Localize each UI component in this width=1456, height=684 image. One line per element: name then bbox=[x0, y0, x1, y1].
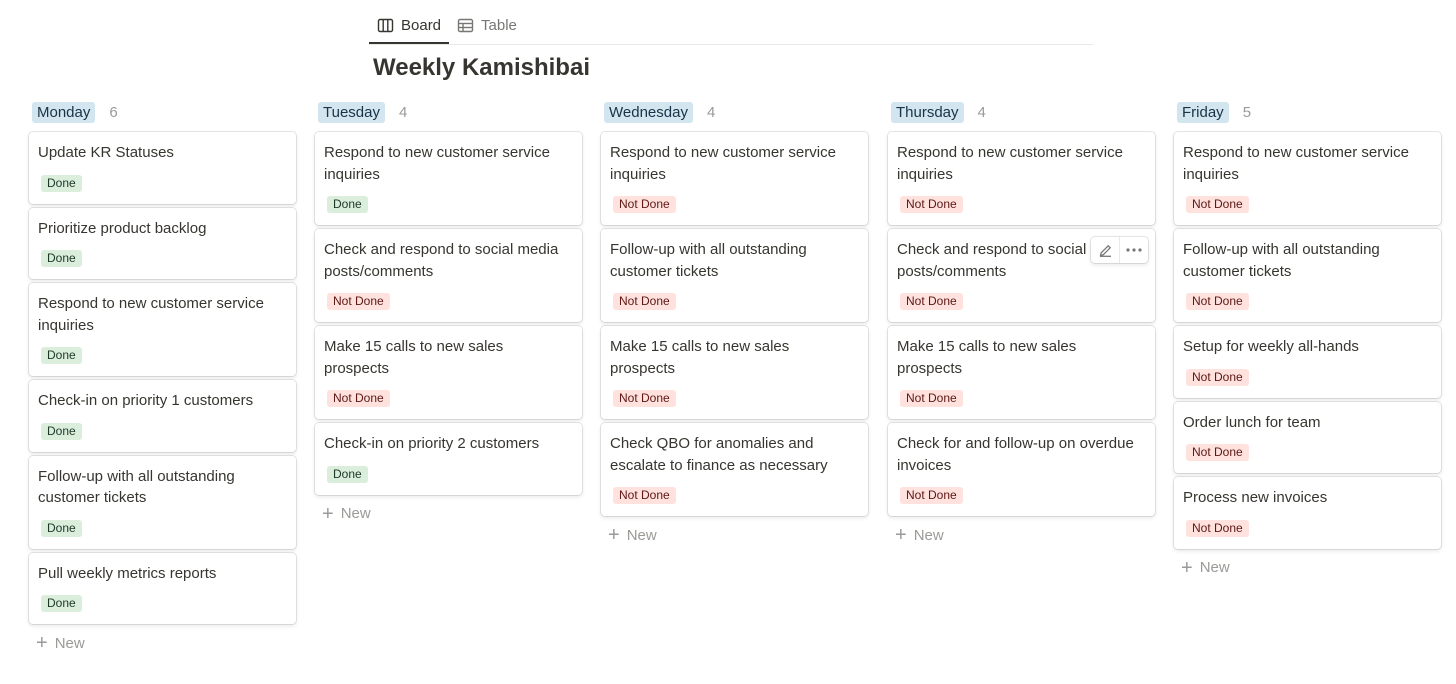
column-title[interactable]: Monday bbox=[32, 102, 95, 123]
status-badge: Not Done bbox=[1186, 520, 1249, 537]
card-title: Check-in on priority 2 customers bbox=[324, 435, 540, 452]
card-title: Check and respond to social posts/comments bbox=[897, 241, 1087, 280]
card-title: Follow-up with all outstanding customer tickets bbox=[610, 241, 807, 280]
card-title: Process new invoices bbox=[1183, 489, 1328, 506]
column-header bbox=[315, 100, 582, 124]
card-title: Make 15 calls to new sales prospects bbox=[610, 338, 790, 377]
tab-board-label: Board bbox=[401, 16, 442, 34]
task-card[interactable] bbox=[888, 326, 1155, 419]
status-badge: Not Done bbox=[900, 196, 963, 213]
column-wednesday bbox=[601, 100, 868, 550]
status-badge: Not Done bbox=[1186, 196, 1249, 213]
status-badge: Done bbox=[41, 175, 82, 192]
new-card-label: New bbox=[626, 526, 657, 544]
column-friday bbox=[1174, 100, 1441, 583]
status-badge: Not Done bbox=[900, 293, 963, 310]
card-title: Respond to new customer service inquiries bbox=[897, 144, 1123, 183]
status-badge: Not Done bbox=[900, 487, 963, 504]
new-card-label: New bbox=[54, 634, 85, 652]
new-card-label: New bbox=[1199, 559, 1230, 576]
new-card-button[interactable] bbox=[601, 520, 868, 550]
status-badge: Not Done bbox=[613, 293, 676, 310]
status-badge: Not Done bbox=[1186, 293, 1249, 310]
column-title[interactable]: Tuesday bbox=[318, 102, 385, 123]
card-title: Respond to new customer service inquiries bbox=[324, 144, 550, 183]
plus-icon: + bbox=[608, 524, 620, 546]
status-badge: Done bbox=[327, 466, 368, 483]
card-title: Make 15 calls to new sales prospects bbox=[324, 338, 504, 377]
task-card[interactable] bbox=[29, 380, 296, 452]
status-badge: Not Done bbox=[613, 487, 676, 504]
task-card[interactable] bbox=[1174, 229, 1441, 322]
card-title: Make 15 calls to new sales prospects bbox=[897, 338, 1077, 377]
column-header bbox=[888, 100, 1155, 124]
status-badge: Not Done bbox=[1186, 444, 1249, 461]
task-card[interactable] bbox=[29, 553, 296, 625]
column-header bbox=[601, 100, 868, 124]
task-card[interactable] bbox=[601, 423, 868, 516]
card-title: Pull weekly metrics reports bbox=[38, 564, 217, 582]
task-card[interactable] bbox=[888, 132, 1155, 225]
task-card[interactable] bbox=[29, 132, 296, 204]
task-card[interactable] bbox=[315, 326, 582, 419]
column-count: 6 bbox=[109, 103, 118, 121]
card-title: Follow-up with all outstanding customer tickets bbox=[38, 467, 235, 506]
tab-table[interactable] bbox=[449, 8, 525, 43]
plus-icon: + bbox=[895, 524, 907, 546]
task-card[interactable] bbox=[1174, 132, 1441, 225]
tab-board[interactable] bbox=[369, 8, 449, 44]
task-card[interactable] bbox=[315, 132, 582, 225]
status-badge: Done bbox=[41, 520, 82, 537]
task-card[interactable] bbox=[1174, 326, 1441, 398]
card-title: Order lunch for team bbox=[1183, 413, 1321, 431]
new-card-button[interactable] bbox=[888, 520, 1155, 550]
new-card-label: New bbox=[913, 526, 944, 544]
card-title: Check for and follow-up on overdue invoices bbox=[897, 435, 1134, 474]
card-title: Check-in on priority 1 customers bbox=[38, 392, 254, 409]
table-icon bbox=[457, 17, 474, 34]
column-count: 5 bbox=[1242, 103, 1252, 121]
card-title: Respond to new customer service inquiries bbox=[1183, 144, 1409, 183]
task-card[interactable] bbox=[315, 229, 582, 322]
new-card-button[interactable] bbox=[315, 499, 582, 529]
new-card-label: New bbox=[340, 505, 371, 522]
column-header bbox=[29, 100, 296, 124]
task-card[interactable] bbox=[601, 326, 868, 419]
task-card[interactable] bbox=[315, 423, 582, 495]
plus-icon: + bbox=[322, 502, 334, 525]
task-card[interactable] bbox=[888, 423, 1155, 516]
column-monday bbox=[29, 100, 296, 658]
card-title: Check QBO for anomalies and escalate to finance as necessary bbox=[610, 435, 828, 474]
new-card-button[interactable] bbox=[1174, 553, 1441, 583]
task-card[interactable] bbox=[29, 283, 296, 376]
card-title: Update KR Statuses bbox=[38, 144, 174, 161]
column-title[interactable]: Wednesday bbox=[604, 102, 693, 123]
view-tabs bbox=[369, 8, 1093, 45]
column-tuesday bbox=[315, 100, 582, 529]
task-card[interactable] bbox=[1174, 402, 1441, 474]
new-card-button[interactable] bbox=[29, 628, 296, 658]
task-card[interactable] bbox=[29, 208, 296, 280]
status-badge: Done bbox=[327, 196, 368, 213]
card-title: Follow-up with all outstanding customer tickets bbox=[1183, 241, 1380, 280]
status-badge: Not Done bbox=[327, 390, 390, 407]
status-badge: Not Done bbox=[1186, 369, 1249, 386]
card-title: Prioritize product backlog bbox=[38, 219, 207, 237]
column-count: 4 bbox=[977, 103, 986, 121]
task-card[interactable] bbox=[1174, 477, 1441, 549]
tab-table-label: Table bbox=[481, 17, 517, 34]
task-card[interactable] bbox=[29, 456, 296, 549]
plus-icon: + bbox=[36, 632, 48, 654]
plus-icon: + bbox=[1181, 556, 1193, 579]
column-count: 4 bbox=[706, 103, 716, 121]
card-hover-actions bbox=[1091, 237, 1148, 263]
more-options-icon[interactable] bbox=[1119, 237, 1148, 263]
status-badge: Done bbox=[41, 595, 82, 612]
status-badge: Not Done bbox=[900, 390, 963, 407]
column-header bbox=[1174, 100, 1441, 124]
column-thursday bbox=[888, 100, 1155, 550]
board-icon bbox=[377, 17, 394, 34]
status-badge: Done bbox=[41, 347, 82, 364]
card-title: Check and respond to social media posts/comments bbox=[324, 241, 559, 280]
status-badge: Not Done bbox=[613, 390, 676, 407]
status-badge: Not Done bbox=[613, 196, 676, 213]
task-card[interactable] bbox=[601, 132, 868, 225]
card-title: Respond to new customer service inquiries bbox=[38, 295, 264, 334]
edit-icon[interactable] bbox=[1091, 237, 1119, 263]
status-badge: Not Done bbox=[327, 293, 390, 310]
card-title: Respond to new customer service inquiries bbox=[610, 144, 836, 183]
task-card[interactable] bbox=[601, 229, 868, 322]
task-card[interactable] bbox=[888, 229, 1155, 322]
column-count: 4 bbox=[398, 103, 408, 121]
status-badge: Done bbox=[41, 250, 82, 267]
column-title[interactable]: Friday bbox=[1177, 102, 1229, 123]
page-title: Weekly Kamishibai bbox=[373, 54, 590, 81]
column-title[interactable]: Thursday bbox=[891, 102, 964, 123]
card-title: Setup for weekly all-hands bbox=[1183, 338, 1359, 355]
status-badge: Done bbox=[41, 423, 82, 440]
